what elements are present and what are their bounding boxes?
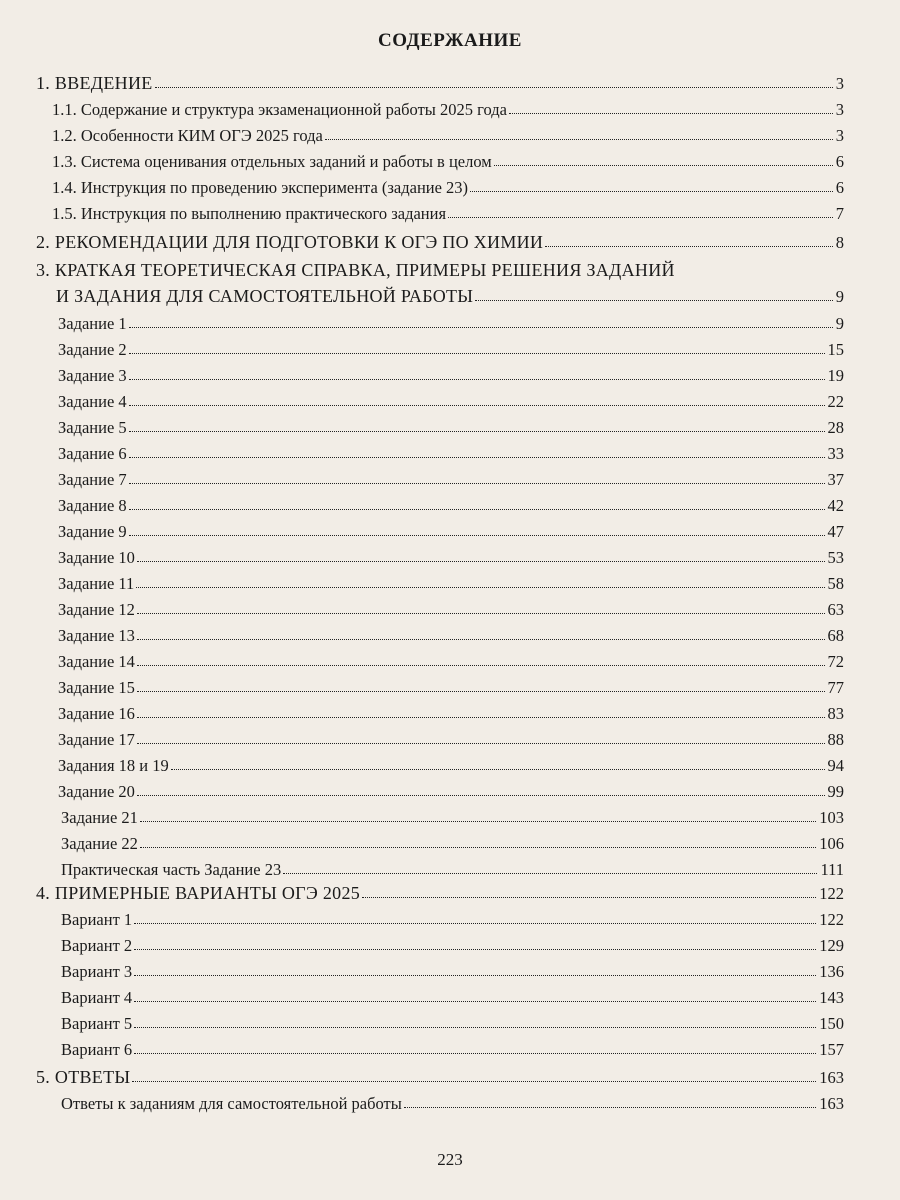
toc-entry-title: Задание 10 <box>58 548 135 567</box>
toc-entry-title: Задание 2 <box>58 340 127 359</box>
toc-entry[interactable] <box>52 174 844 198</box>
dot-leader <box>129 457 825 458</box>
toc-entry-page: 136 <box>819 962 844 981</box>
toc-entry-page: 143 <box>819 988 844 1007</box>
toc-entry-page: 77 <box>827 678 844 697</box>
toc-entry[interactable] <box>58 596 844 620</box>
toc-entry[interactable] <box>52 122 844 146</box>
toc-entry-title: Вариант 6 <box>61 1040 133 1059</box>
toc-entry[interactable] <box>61 932 844 956</box>
toc-entry[interactable] <box>56 283 844 307</box>
toc-entry-page: 129 <box>819 936 844 955</box>
toc-entry-page: 163 <box>819 1068 844 1087</box>
toc-entry-title: Задание 5 <box>58 418 127 437</box>
toc-entry-title: Задание 14 <box>58 652 135 671</box>
toc-entry-page: 150 <box>819 1014 844 1033</box>
toc-entry[interactable] <box>58 336 844 360</box>
toc-entry[interactable] <box>52 148 844 172</box>
toc-entry-title: Задание 1 <box>58 314 127 333</box>
toc-entry[interactable] <box>58 492 844 516</box>
toc-entry-page: 28 <box>827 418 844 437</box>
dot-leader <box>155 87 833 88</box>
toc-entry[interactable] <box>52 96 844 120</box>
toc-entry[interactable] <box>58 414 844 438</box>
toc-entry-page: 99 <box>827 782 844 801</box>
toc-entry-title: Задание 16 <box>58 704 135 723</box>
toc-entry[interactable] <box>52 200 844 224</box>
toc-entry[interactable] <box>61 830 844 854</box>
dot-leader <box>137 639 825 640</box>
toc-entry[interactable] <box>61 1010 844 1034</box>
toc-entry-page: 37 <box>827 470 844 489</box>
toc-entry-title: 1.5. Инструкция по выполнению практического задания <box>52 204 447 223</box>
toc-entry-page: 42 <box>827 496 844 515</box>
toc-entry-title: 2. РЕКОМЕНДАЦИИ ДЛЯ ПОДГОТОВКИ К ОГЭ ПО ХИМИИ <box>36 232 544 252</box>
toc-entry-page: 53 <box>827 548 844 567</box>
dot-leader <box>129 483 825 484</box>
toc-entry-page: 19 <box>827 366 844 385</box>
toc-entry-title: Задания 18 и 19 <box>58 756 169 775</box>
dot-leader <box>136 587 824 588</box>
toc-entry-title: Задание 9 <box>58 522 127 541</box>
toc-entry[interactable] <box>58 674 844 698</box>
toc-entry-title: Задание 21 <box>61 808 138 827</box>
toc-entry-title: 1.4. Инструкция по проведению эксперимента (задание 23) <box>52 178 469 197</box>
toc-entry-title: 1. ВВЕДЕНИЕ <box>36 73 153 93</box>
toc-entry-page: 163 <box>819 1094 844 1113</box>
toc-entry[interactable] <box>58 570 844 594</box>
toc-entry-title: Задание 22 <box>61 834 138 853</box>
toc-entry[interactable] <box>61 984 844 1008</box>
toc-entry[interactable] <box>58 362 844 386</box>
dot-leader <box>134 1053 816 1054</box>
toc-entry-title: Задание 7 <box>58 470 127 489</box>
toc-entry[interactable] <box>36 1064 844 1088</box>
toc-entry-page: 94 <box>827 756 844 775</box>
toc-entry-title: Вариант 4 <box>61 988 133 1007</box>
dot-leader <box>137 613 825 614</box>
toc-entry-page: 157 <box>819 1040 844 1059</box>
toc-entry-page: 6 <box>835 178 844 197</box>
toc-entry-title: 4. ПРИМЕРНЫЕ ВАРИАНТЫ ОГЭ 2025 <box>36 883 361 903</box>
dot-leader <box>545 246 833 247</box>
toc-entry-page: 106 <box>819 834 844 853</box>
toc-entry[interactable] <box>58 544 844 568</box>
toc-entry[interactable] <box>58 778 844 802</box>
dot-leader <box>129 431 825 432</box>
toc-entry-page: 8 <box>835 233 844 252</box>
dot-leader <box>137 717 825 718</box>
toc-entry-page: 47 <box>827 522 844 541</box>
dot-leader <box>137 665 825 666</box>
toc-entry-page: 9 <box>835 287 844 306</box>
toc-entry[interactable] <box>58 518 844 542</box>
dot-leader <box>134 975 816 976</box>
toc-entry-title: Задание 13 <box>58 626 135 645</box>
dot-leader <box>475 300 832 301</box>
toc-entry-title: Задание 6 <box>58 444 127 463</box>
dot-leader <box>137 561 825 562</box>
dot-leader <box>494 165 833 166</box>
toc-entry[interactable] <box>58 700 844 724</box>
dot-leader <box>129 535 825 536</box>
toc-entry-title: Задание 17 <box>58 730 135 749</box>
toc-entry-page: 58 <box>827 574 844 593</box>
toc-entry-title: Задание 3 <box>58 366 127 385</box>
toc-entry-page: 83 <box>827 704 844 723</box>
toc-entry[interactable] <box>58 726 844 750</box>
toc-entry-page: 72 <box>827 652 844 671</box>
toc-entry-title: Вариант 3 <box>61 962 133 981</box>
toc-entry-title: Задание 12 <box>58 600 135 619</box>
toc-entry-title: 1.3. Система оценивания отдельных заданий и работы в целом <box>52 152 492 171</box>
toc-entry[interactable] <box>36 70 844 94</box>
toc-entry-title: Практическая часть Задание 23 <box>61 860 282 879</box>
dot-leader <box>134 1027 816 1028</box>
toc-entry[interactable] <box>61 1036 844 1060</box>
toc-entry[interactable] <box>58 388 844 412</box>
toc-entry[interactable] <box>36 880 844 904</box>
toc-entry[interactable] <box>61 856 844 880</box>
page-number: 223 <box>437 1150 463 1169</box>
page-title: СОДЕРЖАНИЕ <box>378 30 522 51</box>
toc-entry-title: Задание 11 <box>58 574 135 593</box>
toc-entry-title: Ответы к заданиям для самостоятельной работы <box>61 1094 402 1113</box>
toc-entry-title: Задание 20 <box>58 782 135 801</box>
dot-leader <box>129 353 825 354</box>
toc-entry-page: 122 <box>819 910 844 929</box>
toc-entry-page: 3 <box>835 100 844 119</box>
toc-entry-page: 7 <box>835 204 844 223</box>
dot-leader <box>171 769 825 770</box>
toc-entry[interactable] <box>58 466 844 490</box>
toc-entry-page: 68 <box>827 626 844 645</box>
toc-entry-title: Задание 4 <box>58 392 127 411</box>
toc-entry[interactable] <box>58 440 844 464</box>
dot-leader <box>448 217 833 218</box>
toc-entry[interactable] <box>58 648 844 672</box>
dot-leader <box>140 821 816 822</box>
dot-leader <box>325 139 833 140</box>
toc-entry-title: Задание 8 <box>58 496 127 515</box>
toc-entry-title: 5. ОТВЕТЫ <box>36 1067 131 1087</box>
dot-leader <box>134 923 816 924</box>
toc-entry-page: 88 <box>827 730 844 749</box>
toc-entry[interactable] <box>61 804 844 828</box>
dot-leader <box>283 873 817 874</box>
toc-entry-page: 122 <box>819 884 844 903</box>
toc-entry-page: 3 <box>835 74 844 93</box>
toc-entry-page: 103 <box>819 808 844 827</box>
dot-leader <box>134 949 816 950</box>
toc-heading-line: 3. КРАТКАЯ ТЕОРЕТИЧЕСКАЯ СПРАВКА, ПРИМЕРЫ РЕШЕНИЯ ЗАДАНИЙ <box>36 260 675 280</box>
dot-leader <box>129 327 833 328</box>
dot-leader <box>404 1107 816 1108</box>
dot-leader <box>509 113 833 114</box>
dot-leader <box>140 847 816 848</box>
dot-leader <box>137 691 825 692</box>
toc-entry-title: Задание 15 <box>58 678 135 697</box>
toc-entry-page: 9 <box>835 314 844 333</box>
toc-entry-page: 15 <box>827 340 844 359</box>
dot-leader <box>137 743 825 744</box>
toc-entry[interactable] <box>61 958 844 982</box>
toc-entry-page: 3 <box>835 126 844 145</box>
toc-entry-page: 22 <box>827 392 844 411</box>
toc-entry-title: И ЗАДАНИЯ ДЛЯ САМОСТОЯТЕЛЬНОЙ РАБОТЫ <box>56 286 474 306</box>
toc-entry-title: Вариант 5 <box>61 1014 133 1033</box>
toc-entry-page: 111 <box>820 860 844 879</box>
dot-leader <box>132 1081 816 1082</box>
dot-leader <box>129 509 825 510</box>
toc-entry[interactable] <box>61 1090 844 1114</box>
dot-leader <box>129 379 825 380</box>
toc-entry[interactable] <box>36 229 844 253</box>
toc-entry[interactable] <box>61 906 844 930</box>
dot-leader <box>134 1001 816 1002</box>
toc-entry[interactable] <box>58 752 844 776</box>
toc-entry-title: Вариант 1 <box>61 910 133 929</box>
toc-entry-title: 1.1. Содержание и структура экзаменационной работы 2025 года <box>52 100 507 119</box>
toc-entry-title: 1.2. Особенности КИМ ОГЭ 2025 года <box>52 126 323 145</box>
toc-entry-title: Вариант 2 <box>61 936 133 955</box>
dot-leader <box>362 897 816 898</box>
toc-entry[interactable] <box>58 310 844 334</box>
dot-leader <box>470 191 833 192</box>
dot-leader <box>129 405 825 406</box>
dot-leader <box>137 795 825 796</box>
toc-entry[interactable] <box>58 622 844 646</box>
toc-entry-page: 63 <box>827 600 844 619</box>
toc-entry-page: 33 <box>827 444 844 463</box>
toc-entry-page: 6 <box>835 152 844 171</box>
